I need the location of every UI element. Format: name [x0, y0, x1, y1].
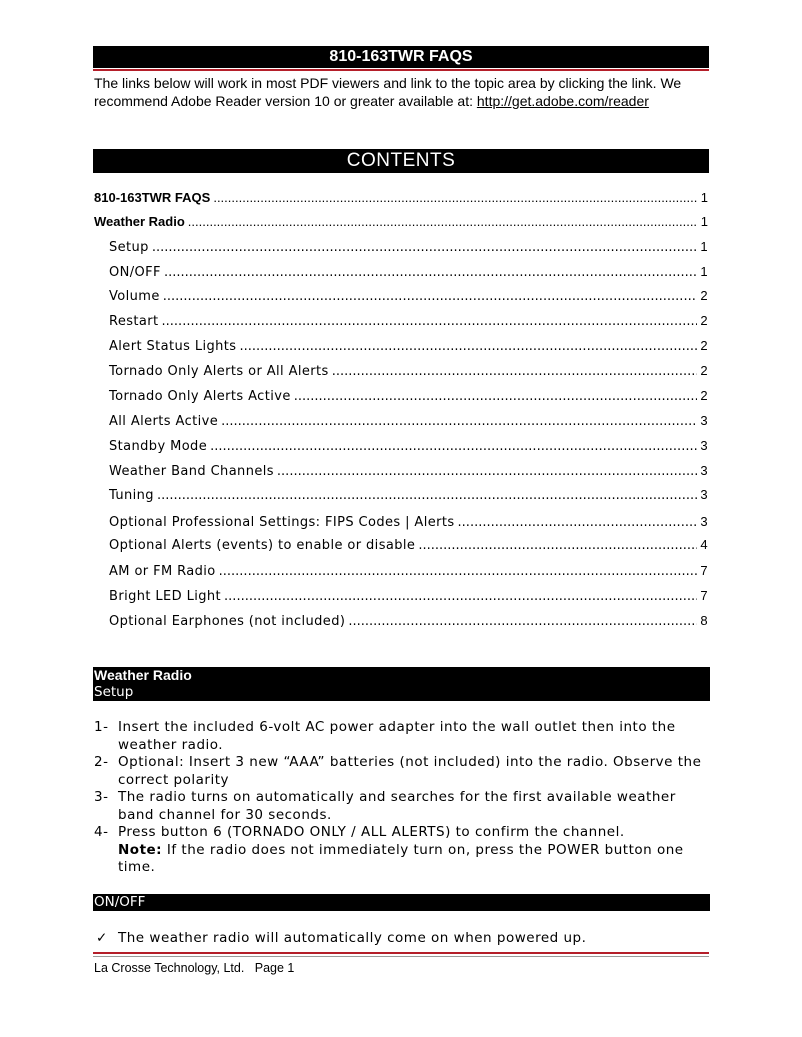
toc-label: Optional Alerts (events) to enable or disable: [109, 538, 416, 553]
toc-page: 3: [700, 438, 708, 453]
toc-item-optional-earphones[interactable]: [109, 612, 708, 630]
onoff-bullet: [96, 929, 586, 947]
toc-item-standby-mode[interactable]: [109, 437, 708, 455]
toc-page: 2: [700, 363, 708, 378]
toc-label: All Alerts Active: [109, 414, 219, 429]
toc-label: Restart: [109, 314, 159, 329]
setup-step: [94, 824, 710, 877]
toc-label: Weather Radio: [94, 214, 185, 229]
toc-label: Optional Earphones (not included): [109, 614, 346, 629]
toc-item-bright-led-light[interactable]: [109, 587, 708, 605]
toc-item-restart[interactable]: [109, 312, 708, 330]
toc-label: 810-163TWR FAQS: [94, 190, 211, 205]
toc-item-volume[interactable]: [109, 287, 708, 305]
setup-steps: [94, 719, 710, 877]
footer-rule-thin: [93, 956, 709, 957]
step-number: 2-: [94, 754, 109, 770]
toc-item-weather-band-channels[interactable]: [109, 462, 708, 480]
toc-label: Volume: [109, 289, 160, 304]
step-number: 3-: [94, 789, 109, 805]
toc-item-on-off[interactable]: [109, 263, 708, 281]
toc-label: Optional Professional Settings: FIPS Codes | Alerts: [109, 515, 455, 530]
step-number: 4-: [94, 824, 109, 840]
adobe-reader-link[interactable]: http://get.adobe.com/reader: [476, 93, 649, 109]
toc-page: 1: [700, 190, 708, 205]
toc-item-alert-status-lights[interactable]: [109, 337, 708, 355]
toc-item-am-fm-radio[interactable]: [109, 562, 708, 580]
section-subtitle: Setup: [94, 684, 134, 700]
toc-page: 2: [700, 388, 708, 403]
toc-page: 1: [700, 214, 708, 229]
toc-label: Alert Status Lights: [109, 339, 237, 354]
toc-item-tornado-only-active[interactable]: [109, 387, 708, 405]
section-heading-weather-radio: [93, 667, 710, 701]
toc-label: ON/OFF: [109, 265, 161, 280]
toc-item-tornado-or-all-alerts[interactable]: [109, 362, 708, 380]
toc-page: 1: [700, 264, 708, 279]
footer-rule: [93, 952, 709, 954]
onoff-text: The weather radio will automatically come on when powered up.: [118, 930, 587, 946]
toc-item-tuning[interactable]: [109, 486, 708, 504]
setup-step: [94, 789, 710, 824]
title-rule: [93, 69, 709, 71]
toc-item-fips-codes[interactable]: [109, 513, 708, 531]
toc-page: 3: [700, 514, 708, 529]
toc-label: Tornado Only Alerts or All Alerts: [109, 364, 329, 379]
note-text: If the radio does not immediately turn on, press the POWER button one time.: [118, 841, 684, 875]
step-text: Optional: Insert 3 new “AAA” batteries (not included) into the radio. Observe the correct polarity: [118, 754, 702, 788]
toc-item-weather-radio[interactable]: [94, 213, 708, 231]
toc-page: 4: [700, 537, 708, 552]
toc-page: 3: [700, 463, 708, 478]
toc-page: 7: [700, 588, 708, 603]
step-number: 1-: [94, 719, 109, 735]
toc-item-optional-alerts[interactable]: [109, 536, 708, 554]
toc-label: Setup: [109, 240, 149, 255]
toc-label: Tornado Only Alerts Active: [109, 389, 291, 404]
toc-page: 2: [700, 313, 708, 328]
toc-page: 7: [700, 563, 708, 578]
toc-item-setup[interactable]: [109, 238, 708, 256]
toc-label: AM or FM Radio: [109, 564, 216, 579]
setup-step: [94, 719, 710, 754]
section-heading-on-off: ON/OFF: [93, 894, 710, 911]
toc-page: 1: [700, 239, 708, 254]
toc-item-all-alerts-active[interactable]: [109, 412, 708, 430]
step-text: Insert the included 6-volt AC power adapter into the wall outlet then into the weather radio.: [118, 719, 676, 753]
intro-text: The links below will work in most PDF viewers and link to the topic area by clicking the link. We recommend Adobe Reader version 10 or greater available at:: [94, 75, 682, 109]
toc-label: Weather Band Channels: [109, 464, 274, 479]
toc-page: 2: [700, 338, 708, 353]
toc-label: Tuning: [109, 488, 154, 503]
toc-item-faqs[interactable]: [94, 189, 708, 207]
page-footer: La Crosse Technology, Ltd. Page 1: [94, 961, 295, 975]
toc-page: 3: [700, 413, 708, 428]
intro-paragraph: [94, 74, 710, 110]
toc-label: Standby Mode: [109, 439, 208, 454]
step-text: Press button 6 (TORNADO ONLY / ALL ALERTS) to confirm the channel.: [118, 824, 625, 840]
toc-label: Bright LED Light: [109, 589, 222, 604]
note-label: Note:: [118, 841, 163, 858]
toc-page: 8: [700, 613, 708, 628]
section-title: Weather Radio: [94, 667, 192, 683]
toc-page: 2: [700, 288, 708, 303]
check-icon: ✓: [96, 930, 108, 946]
step-text: The radio turns on automatically and searches for the first available weather band channel for 30 seconds.: [118, 789, 676, 823]
setup-step: [94, 754, 710, 789]
contents-heading: CONTENTS: [93, 149, 709, 173]
toc-page: 3: [700, 487, 708, 502]
page-title: 810-163TWR FAQS: [93, 46, 709, 68]
